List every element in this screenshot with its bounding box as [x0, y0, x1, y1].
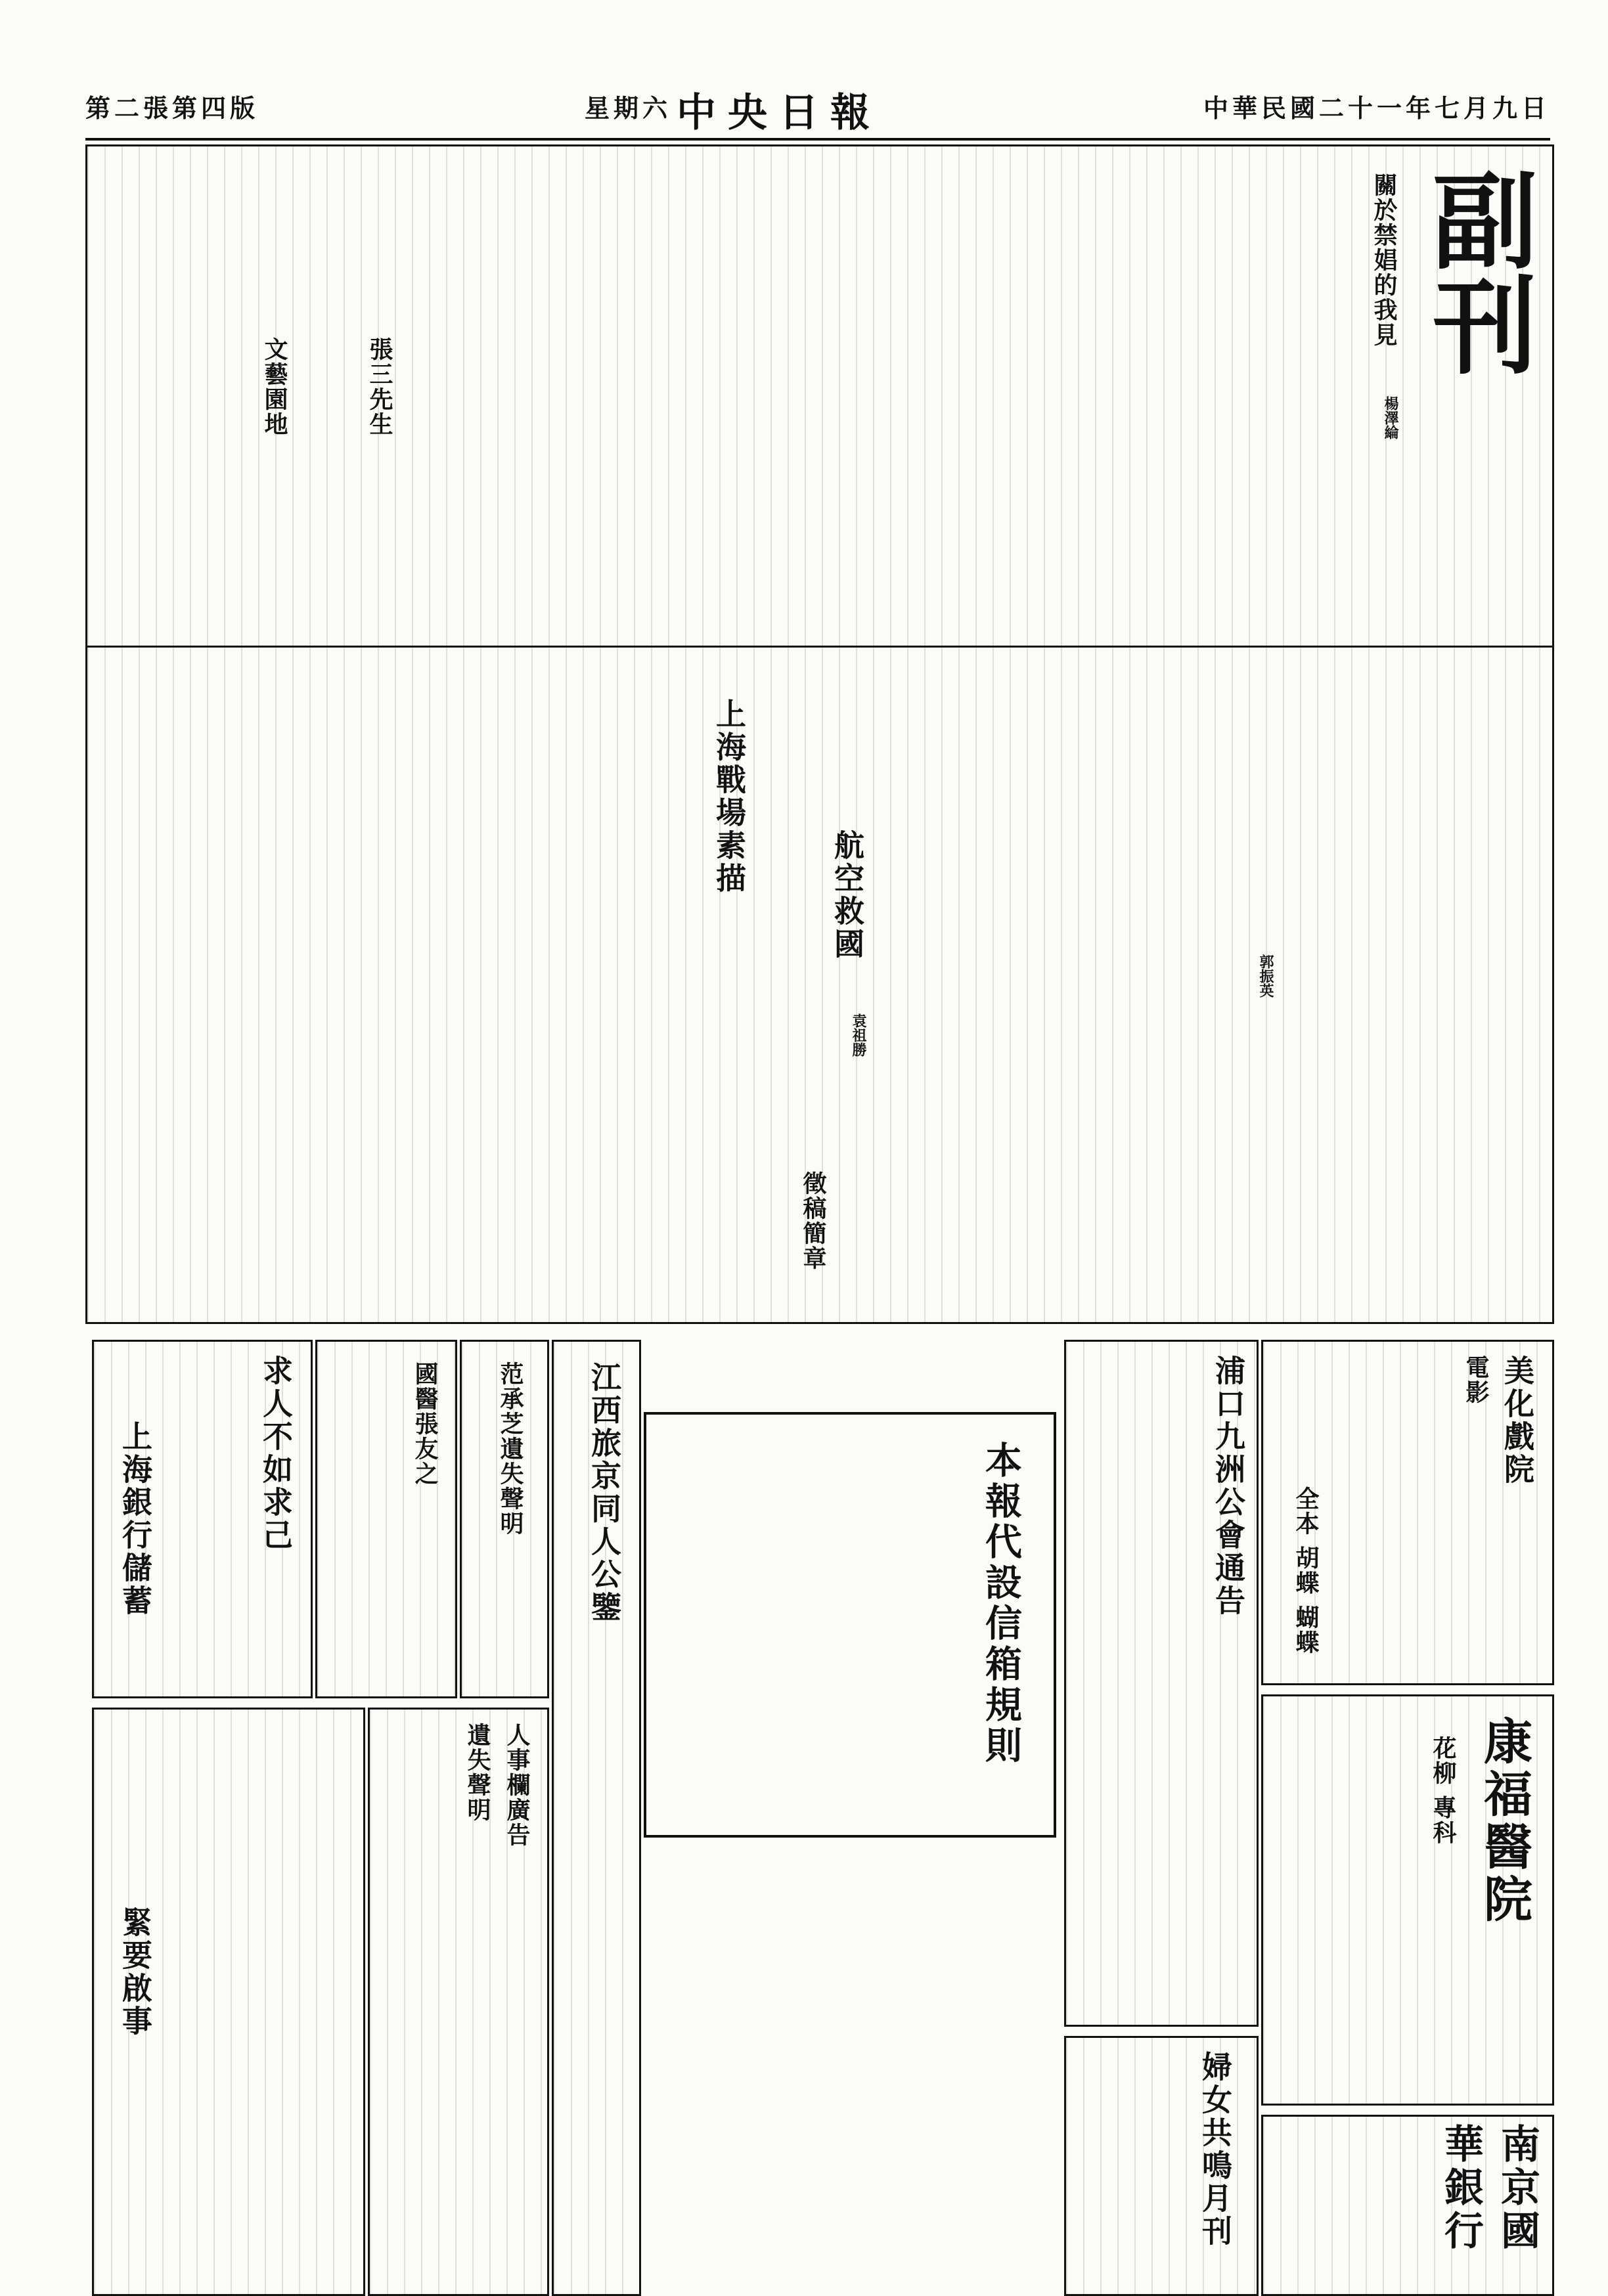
cinema-showing: 全本 胡蝶 蝴蝶	[1292, 1486, 1320, 1656]
personnel-ads-title: 人事欄廣告	[503, 1723, 531, 1847]
hospital-subtitle: 花柳 專科	[1429, 1736, 1457, 1845]
bank-ad	[1261, 2115, 1554, 2296]
zhang-youzhi-ad	[315, 1340, 457, 1698]
article-title-call-for-papers: 徵稿簡章	[799, 1171, 827, 1271]
help-wanted-title: 求人不如求己	[258, 1355, 294, 1552]
personnel-ads	[368, 1708, 549, 2296]
supplement-title: 副刊	[1415, 166, 1538, 376]
cinema-subtitle: 電影	[1462, 1355, 1490, 1405]
help-wanted-name: 上海銀行儲蓄	[118, 1421, 153, 1618]
article-author: 楊澤綸	[1382, 396, 1399, 439]
article-title-ban-prostitution: 關於禁娼的我見	[1370, 173, 1398, 347]
masthead-section: 第二張第四版	[85, 93, 259, 123]
zhang-youzhi-title: 國醫張友之	[411, 1361, 439, 1486]
bank-title: 南京國華銀行	[1438, 2123, 1540, 2253]
cinema-ad	[1261, 1340, 1554, 1685]
masthead-paper-name: 中央日報	[677, 90, 882, 136]
jiangxi-title: 江西旅京同人公鑒	[587, 1361, 622, 1624]
pukou-title: 浦口九洲公會通告	[1211, 1355, 1246, 1618]
fan-chengzhi-notice	[460, 1340, 549, 1698]
pukou-notice	[1064, 1340, 1259, 2027]
masthead	[85, 79, 1550, 141]
hospital-title: 康福醫院	[1476, 1716, 1532, 1926]
hospital-ad	[1261, 1694, 1554, 2106]
mailbox-title: 本報代設信箱規則	[979, 1441, 1023, 1767]
article-title-mr-zhang: 張三先生	[366, 337, 393, 437]
supplement-section	[85, 144, 1554, 1324]
masthead-date: 中華民國二十一年七月九日	[1203, 93, 1550, 123]
article-title-shanghai-battlefield: 上海戰場素描	[711, 698, 747, 895]
article-title-literary-garden: 文藝園地	[261, 337, 288, 437]
urgent-notices	[92, 1708, 365, 2296]
article-author: 郭振英	[1257, 954, 1274, 998]
women-magazine-ad	[1064, 2036, 1259, 2296]
article-author: 袁祖勝	[850, 1013, 867, 1057]
help-wanted-ad	[92, 1340, 313, 1698]
urgent-title: 緊要啟事	[118, 1907, 153, 2038]
jiangxi-notice	[552, 1340, 641, 2296]
article-title-aviation: 航空救國	[830, 829, 865, 961]
fan-chengzhi-title: 范承芝遺失聲明	[497, 1361, 524, 1536]
women-magazine-title: 婦女共鳴月刊	[1197, 2051, 1233, 2248]
mailbox-rules	[644, 1412, 1056, 1838]
lost-notice-title: 遺失聲明	[464, 1723, 491, 1822]
masthead-weekday: 星期六	[585, 93, 672, 123]
cinema-title: 美化戲院	[1500, 1355, 1535, 1486]
